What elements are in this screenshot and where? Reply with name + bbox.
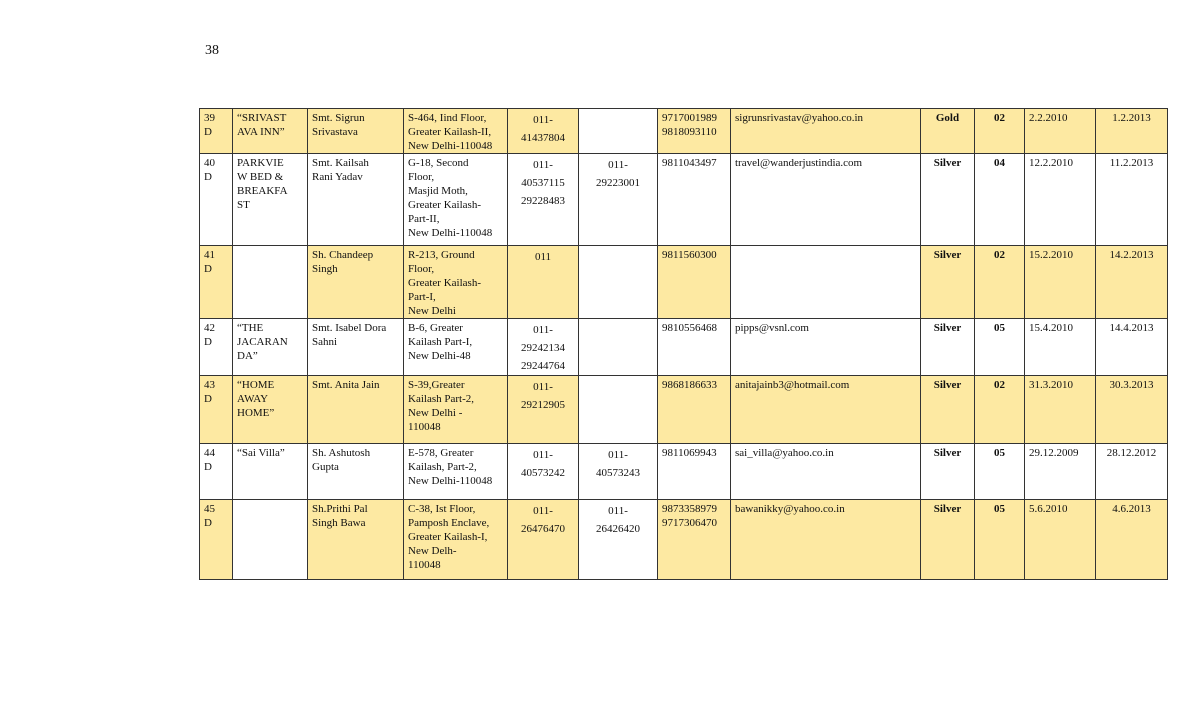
cell-phone-1-line: 29244764	[521, 360, 565, 372]
cell-category: Gold	[921, 109, 975, 154]
cell-phone-2	[579, 500, 658, 580]
cell-phone-1-line: 41437804	[521, 132, 565, 144]
cell-serial	[200, 319, 233, 376]
cell-address-line: Kailash Part-I,	[408, 336, 473, 348]
cell-address-line: Part-I,	[408, 291, 436, 303]
cell-mobile-line: 9717306470	[662, 517, 717, 529]
cell-phone-2-line: 29223001	[596, 177, 640, 189]
cell-phone-1-line: 011-	[533, 381, 553, 393]
table-row	[200, 246, 1168, 319]
cell-mobile	[658, 109, 731, 154]
cell-phone-1-line: 29228483	[521, 195, 565, 207]
cell-property-name	[233, 154, 308, 246]
cell-property-name-line: DA”	[237, 350, 258, 362]
cell-serial-line: 39	[204, 112, 215, 124]
cell-owner	[308, 376, 404, 444]
cell-address-line: S-39,Greater	[408, 379, 465, 391]
cell-category: Silver	[921, 319, 975, 376]
cell-phone-2-line: 011-	[608, 449, 628, 461]
cell-owner-line: Sh.Prithi Pal	[312, 503, 368, 515]
table-row	[200, 154, 1168, 246]
cell-valid-to: 14.2.2013	[1096, 246, 1168, 319]
cell-phone-1-line: 011	[534, 251, 552, 263]
cell-owner	[308, 319, 404, 376]
cell-phone-2-line: 011-	[608, 159, 628, 171]
cell-owner-line: Singh Bawa	[312, 517, 366, 529]
cell-mobile-line: 9873358979	[662, 503, 717, 515]
cell-serial-line: 45	[204, 503, 215, 515]
cell-property-name	[233, 319, 308, 376]
cell-serial-line: D	[204, 126, 212, 138]
cell-mobile-line: 9818093110	[662, 126, 717, 138]
cell-phone-1-line: 40537115	[521, 177, 565, 189]
cell-phone-1	[508, 500, 579, 580]
cell-property-name	[233, 109, 308, 154]
cell-address-line: 110048	[408, 421, 441, 433]
table-body	[200, 109, 1168, 580]
cell-phone-2	[579, 246, 658, 319]
table-row	[200, 109, 1168, 154]
cell-serial-line: 43	[204, 379, 215, 391]
cell-rooms: 02	[975, 246, 1025, 319]
cell-address-line: New Delh-	[408, 545, 457, 557]
cell-serial-line: 44	[204, 447, 215, 459]
cell-address	[404, 319, 508, 376]
cell-address	[404, 376, 508, 444]
cell-serial	[200, 376, 233, 444]
cell-owner-line: Srivastava	[312, 126, 358, 138]
cell-owner-line: Smt. Kailsah	[312, 157, 369, 169]
cell-address-line: New Delhi-110048	[408, 227, 493, 239]
cell-property-name	[233, 444, 308, 500]
cell-email: sai_villa@yahoo.co.in	[731, 444, 921, 500]
cell-phone-1	[508, 319, 579, 376]
cell-serial-line: D	[204, 393, 212, 405]
cell-serial	[200, 154, 233, 246]
cell-owner-line: Smt. Isabel Dora	[312, 322, 387, 334]
cell-mobile-line: 9811069943	[662, 447, 717, 459]
cell-mobile-line: 9811043497	[662, 157, 717, 169]
cell-property-name-line: BREAKFA	[237, 185, 288, 197]
cell-property-name	[233, 500, 308, 580]
cell-category: Silver	[921, 500, 975, 580]
cell-address-line: Kailash, Part-2,	[408, 461, 477, 473]
cell-address-line: C-38, Ist Floor,	[408, 503, 476, 515]
cell-phone-2	[579, 154, 658, 246]
cell-serial-line: D	[204, 263, 212, 275]
cell-valid-to: 28.12.2012	[1096, 444, 1168, 500]
cell-phone-2	[579, 319, 658, 376]
cell-email: travel@wanderjustindia.com	[731, 154, 921, 246]
cell-mobile	[658, 154, 731, 246]
cell-serial	[200, 444, 233, 500]
cell-owner-line: Smt. Sigrun	[312, 112, 365, 124]
cell-valid-from: 5.6.2010	[1025, 500, 1096, 580]
cell-property-name-line: ST	[237, 199, 250, 211]
cell-address-line: Greater Kailash-	[408, 199, 481, 211]
cell-mobile-line: 9868186633	[662, 379, 717, 391]
cell-property-name-line: “HOME	[237, 379, 275, 391]
table-row	[200, 500, 1168, 580]
table-row	[200, 319, 1168, 376]
cell-owner	[308, 246, 404, 319]
cell-valid-to: 4.6.2013	[1096, 500, 1168, 580]
cell-owner-line: Sahni	[312, 336, 338, 348]
cell-phone-1-line: 011-	[533, 114, 553, 126]
cell-address-line: New Delhi	[408, 305, 456, 317]
cell-owner-line: Smt. Anita Jain	[312, 379, 380, 391]
cell-rooms: 04	[975, 154, 1025, 246]
cell-property-name-line: AWAY	[237, 393, 269, 405]
bed-and-breakfast-table	[199, 108, 1168, 580]
cell-valid-from: 15.4.2010	[1025, 319, 1096, 376]
cell-mobile	[658, 246, 731, 319]
cell-category: Silver	[921, 376, 975, 444]
cell-phone-1	[508, 109, 579, 154]
cell-mobile-line: 9717001989	[662, 112, 717, 124]
cell-serial-line: D	[204, 171, 212, 183]
cell-valid-to: 30.3.2013	[1096, 376, 1168, 444]
cell-address-line: E-578, Greater	[408, 447, 474, 459]
cell-mobile	[658, 376, 731, 444]
cell-mobile	[658, 319, 731, 376]
cell-phone-1-line: 26476470	[521, 523, 565, 535]
cell-email: pipps@vsnl.com	[731, 319, 921, 376]
cell-address	[404, 109, 508, 154]
cell-owner	[308, 444, 404, 500]
cell-property-name-line: HOME”	[237, 407, 275, 419]
cell-property-name-line: “THE	[237, 322, 264, 334]
cell-valid-to: 14.4.2013	[1096, 319, 1168, 376]
cell-rooms: 05	[975, 500, 1025, 580]
cell-serial	[200, 109, 233, 154]
cell-phone-2-line: 011-	[608, 505, 628, 517]
cell-address	[404, 246, 508, 319]
cell-address	[404, 154, 508, 246]
cell-mobile-line: 9811560300	[662, 249, 717, 261]
cell-property-name-line: “Sai Villa”	[237, 447, 285, 459]
cell-serial	[200, 246, 233, 319]
cell-phone-2-line: 40573243	[596, 467, 640, 479]
cell-serial-line: D	[204, 336, 212, 348]
cell-address-line: Greater Kailash-II,	[408, 126, 492, 138]
cell-rooms: 02	[975, 376, 1025, 444]
cell-property-name	[233, 246, 308, 319]
cell-email: bawanikky@yahoo.co.in	[731, 500, 921, 580]
cell-property-name-line: W BED &	[237, 171, 284, 183]
cell-valid-from: 29.12.2009	[1025, 444, 1096, 500]
cell-serial-line: D	[204, 517, 212, 529]
cell-serial-line: 42	[204, 322, 215, 334]
cell-address-line: Greater Kailash-I,	[408, 531, 488, 543]
cell-phone-1-line: 011-	[533, 324, 553, 336]
cell-address	[404, 500, 508, 580]
cell-phone-2-line: 26426420	[596, 523, 640, 535]
cell-address-line: Pamposh Enclave,	[408, 517, 490, 529]
cell-address-line: B-6, Greater	[408, 322, 463, 334]
cell-phone-2	[579, 444, 658, 500]
cell-address-line: Floor,	[408, 171, 435, 183]
cell-phone-1	[508, 444, 579, 500]
table-row	[200, 376, 1168, 444]
cell-category: Silver	[921, 154, 975, 246]
cell-owner	[308, 109, 404, 154]
cell-phone-1-line: 011-	[533, 505, 553, 517]
cell-phone-1-line: 011-	[533, 159, 553, 171]
cell-phone-1	[508, 246, 579, 319]
cell-property-name-line: PARKVIE	[237, 157, 284, 169]
cell-address-line: Greater Kailash-	[408, 277, 481, 289]
cell-property-name-line: AVA INN”	[237, 126, 285, 138]
cell-serial-line: 40	[204, 157, 215, 169]
cell-email	[731, 246, 921, 319]
cell-phone-1-line: 40573242	[521, 467, 565, 479]
cell-owner-line: Sh. Ashutosh	[312, 447, 371, 459]
cell-address-line: New Delhi-110048	[408, 475, 493, 487]
cell-address-line: New Delhi-110048	[408, 140, 493, 152]
cell-address-line: New Delhi-48	[408, 350, 471, 362]
cell-valid-from: 15.2.2010	[1025, 246, 1096, 319]
cell-property-name	[233, 376, 308, 444]
cell-owner-line: Sh. Chandeep	[312, 249, 374, 261]
cell-valid-to: 1.2.2013	[1096, 109, 1168, 154]
cell-email: sigrunsrivastav@yahoo.co.in	[731, 109, 921, 154]
cell-category: Silver	[921, 246, 975, 319]
cell-phone-1-line: 011-	[533, 449, 553, 461]
cell-valid-from: 2.2.2010	[1025, 109, 1096, 154]
cell-phone-1	[508, 376, 579, 444]
cell-address-line: Part-II,	[408, 213, 440, 225]
cell-rooms: 02	[975, 109, 1025, 154]
cell-address	[404, 444, 508, 500]
cell-phone-1-line: 29242134	[521, 342, 565, 354]
cell-address-line: New Delhi -	[408, 407, 463, 419]
cell-owner-line: Rani Yadav	[312, 171, 363, 183]
cell-valid-to: 11.2.2013	[1096, 154, 1168, 246]
cell-owner-line: Gupta	[312, 461, 339, 473]
cell-category: Silver	[921, 444, 975, 500]
cell-property-name-line: “SRIVAST	[237, 112, 287, 124]
cell-owner-line: Singh	[312, 263, 338, 275]
cell-address-line: Masjid Moth,	[408, 185, 468, 197]
cell-email: anitajainb3@hotmail.com	[731, 376, 921, 444]
cell-address-line: Floor,	[408, 263, 435, 275]
cell-mobile	[658, 444, 731, 500]
cell-serial-line: D	[204, 461, 212, 473]
cell-mobile-line: 9810556468	[662, 322, 717, 334]
cell-address-line: S-464, Iind Floor,	[408, 112, 487, 124]
cell-mobile	[658, 500, 731, 580]
page-number: 38	[205, 43, 219, 58]
cell-rooms: 05	[975, 319, 1025, 376]
cell-serial-line: 41	[204, 249, 215, 261]
cell-phone-1-line: 29212905	[521, 399, 565, 411]
table-row	[200, 444, 1168, 500]
cell-owner	[308, 500, 404, 580]
cell-address-line: 110048	[408, 559, 441, 571]
cell-address-line: Kailash Part-2,	[408, 393, 474, 405]
cell-phone-1	[508, 154, 579, 246]
cell-phone-2	[579, 376, 658, 444]
cell-valid-from: 12.2.2010	[1025, 154, 1096, 246]
cell-rooms: 05	[975, 444, 1025, 500]
cell-phone-2	[579, 109, 658, 154]
cell-serial	[200, 500, 233, 580]
cell-address-line: R-213, Ground	[408, 249, 475, 261]
cell-property-name-line: JACARAN	[237, 336, 288, 348]
cell-owner	[308, 154, 404, 246]
cell-address-line: G-18, Second	[408, 157, 469, 169]
cell-valid-from: 31.3.2010	[1025, 376, 1096, 444]
